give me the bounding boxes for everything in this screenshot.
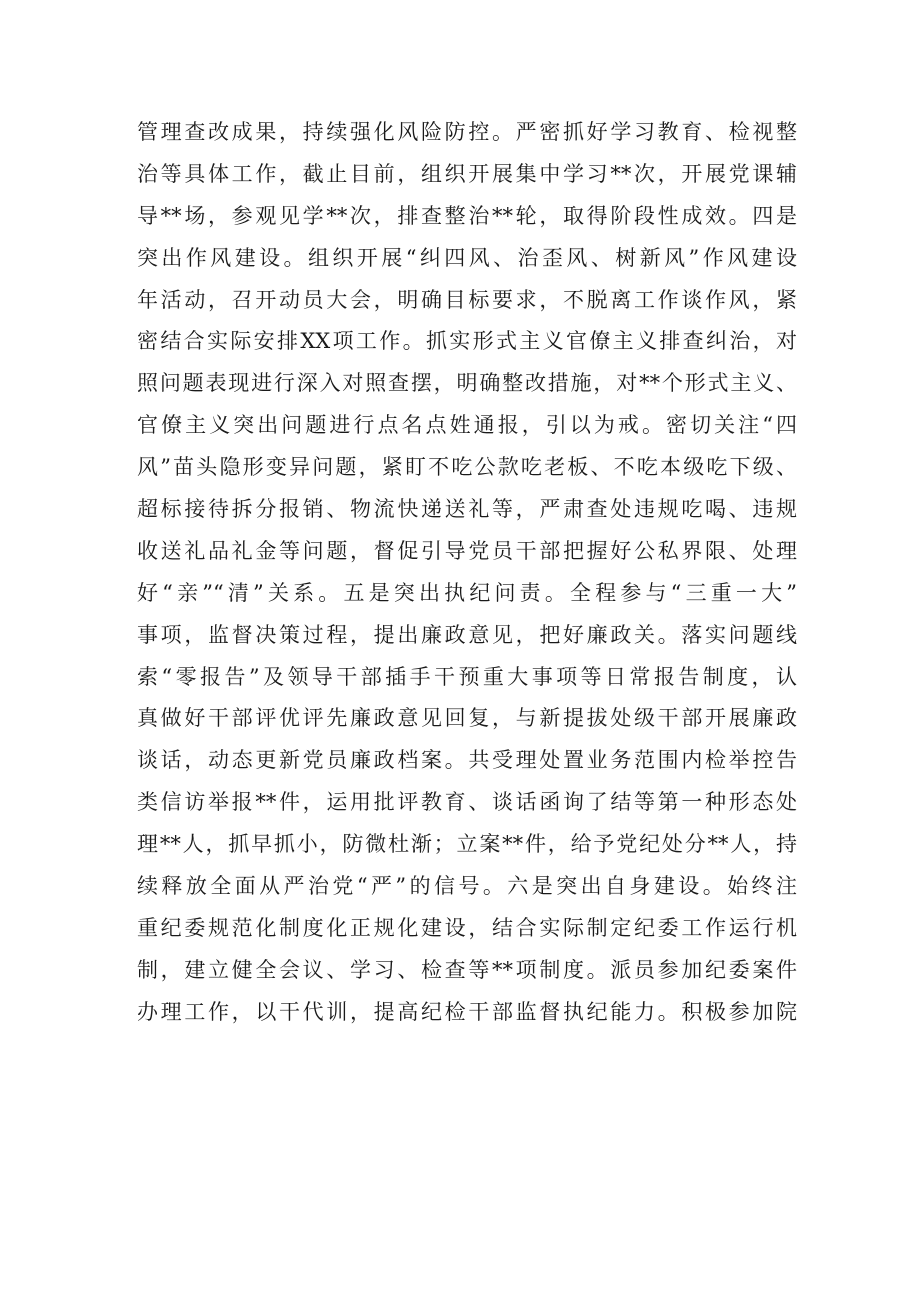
text-line-6: 密结合实际安排XX项工作。抓实形式主义官僚主义排查纠治，对 xyxy=(137,329,797,354)
text-line-10: 超标接待拆分报销、物流快递送礼等，严肃查处违规吃喝、违规 xyxy=(137,497,797,522)
text-line-13: 事项，监督决策过程，提出廉政意见，把好廉政关。落实问题线 xyxy=(137,622,797,647)
text-line-17: 类信访举报**件，运用批评教育、谈话函询了结等第一种形态处 xyxy=(137,790,797,815)
text-line-3: 导**场，参观见学**次，排查整治**轮，取得阶段性成效。四是 xyxy=(137,203,797,228)
text-line-8: 官僚主义突出问题进行点名点姓通报，引以为戒。密切关注“四 xyxy=(137,413,797,438)
text-line-12: 好“亲”“清”关系。五是突出执纪问责。全程参与“三重一大” xyxy=(137,580,797,605)
body-paragraph xyxy=(137,112,797,1034)
text-line-21: 制，建立健全会议、学习、检查等**项制度。派员参加纪委案件 xyxy=(137,957,797,982)
text-line-20: 重纪委规范化制度化正规化建设，结合实际制定纪委工作运行机 xyxy=(137,915,797,940)
text-line-4: 突出作风建设。组织开展“纠四风、治歪风、树新风”作风建设 xyxy=(137,245,797,270)
text-line-19: 续释放全面从严治党“严”的信号。六是突出自身建设。始终注 xyxy=(137,874,797,899)
text-line-11: 收送礼品礼金等问题，督促引导党员干部把握好公私界限、处理 xyxy=(137,538,797,563)
text-line-2: 治等具体工作，截止目前，组织开展集中学习**次，开展党课辅 xyxy=(137,161,797,186)
text-line-22: 办理工作，以干代训，提高纪检干部监督执纪能力。积极参加院 xyxy=(137,999,797,1024)
text-line-5: 年活动，召开动员大会，明确目标要求，不脱离工作谈作风，紧 xyxy=(137,287,797,312)
text-line-14: 索“零报告”及领导干部插手干预重大事项等日常报告制度，认 xyxy=(137,664,797,689)
text-line-9: 风”苗头隐形变异问题，紧盯不吃公款吃老板、不吃本级吃下级、 xyxy=(137,455,797,480)
text-line-18: 理**人，抓早抓小，防微杜渐；立案**件，给予党纪处分**人，持 xyxy=(137,832,797,857)
text-line-7: 照问题表现进行深入对照查摆，明确整改措施，对**个形式主义、 xyxy=(137,371,797,396)
text-line-16: 谈话，动态更新党员廉政档案。共受理处置业务范围内检举控告 xyxy=(137,748,797,773)
text-line-1: 管理查改成果，持续强化风险防控。严密抓好学习教育、检视整 xyxy=(137,120,797,144)
text-line-15: 真做好干部评优评先廉政意见回复，与新提拔处级干部开展廉政 xyxy=(137,706,797,731)
